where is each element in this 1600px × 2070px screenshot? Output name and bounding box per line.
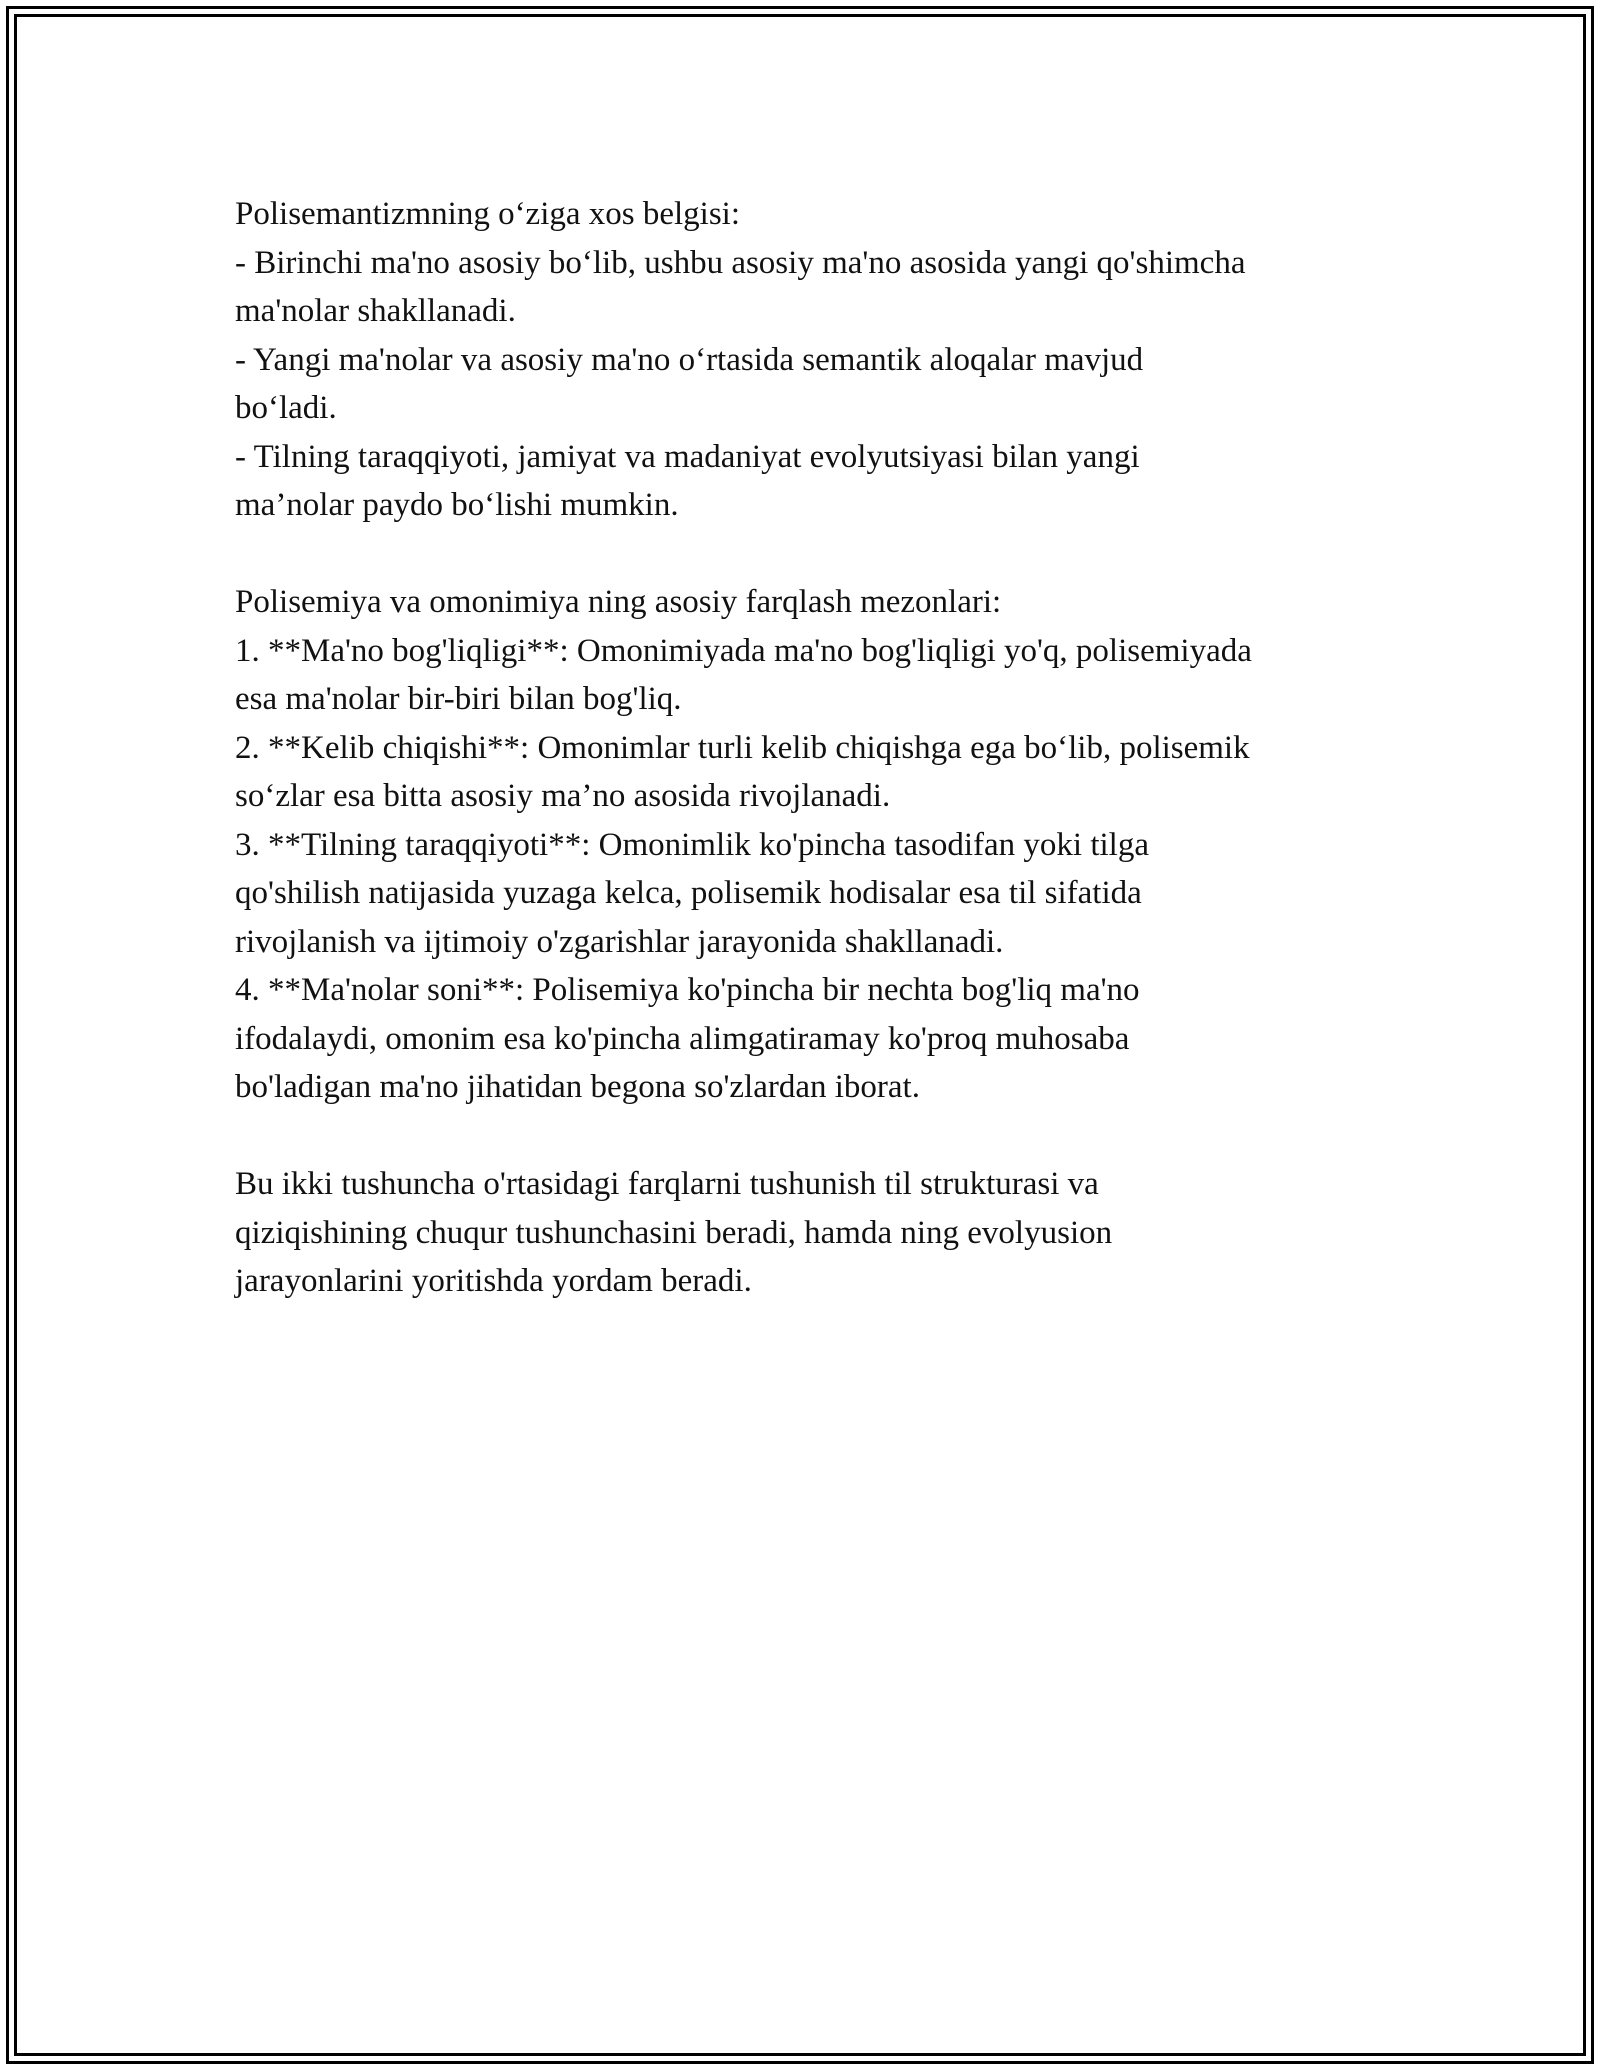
criteria-section: [235, 578, 1395, 1112]
text-line: jarayonlarini yoritishda yordam beradi.: [235, 1263, 752, 1299]
text-line: ifodalaydi, omonim esa ko'pincha alimgatiramay ko'proq muhosaba: [235, 1020, 1130, 1057]
text-line: esa ma'nolar bir-biri bilan bog'liq.: [235, 681, 682, 717]
paragraph-gap: [235, 1112, 1395, 1161]
text-line: - Tilning taraqqiyoti, jamiyat va madaniyat evolyutsiyasi bilan yangi: [235, 438, 1140, 475]
text-line: bo'ladigan ma'no jihatidan begona so'zlardan iborat.: [235, 1069, 920, 1105]
text-line: Bu ikki tushuncha o'rtasidagi farqlarni tushunish til strukturasi va: [235, 1166, 1099, 1202]
text-line: 2. **Kelib chiqishi**: Omonimlar turli kelib chiqishga ega bo‘lib, polisemik: [235, 729, 1250, 766]
text-line: - Yangi ma'nolar va asosiy ma'no o‘rtasida semantik aloqalar mavjud: [235, 341, 1144, 378]
text-line: 3. **Tilning taraqqiyoti**: Omonimlik ko'pincha tasodifan yoki tilga: [235, 826, 1149, 863]
text-line: bo‘ladi.: [235, 390, 337, 426]
text-line: 4. **Ma'nolar soni**: Polisemiya ko'pincha bir nechta bog'liq ma'no: [235, 972, 1140, 1008]
polysemy-features-section: [235, 190, 1395, 530]
text-line: 1. **Ma'no bog'liqligi**: Omonimiyada ma'no bog'liqligi yo'q, polisemiyada: [235, 632, 1252, 669]
text-line: - Birinchi ma'no asosiy bo‘lib, ushbu asosiy ma'no asosida yangi qo'shimcha: [235, 244, 1246, 281]
section-heading: Polisemantizmning o‘ziga xos belgisi:: [235, 196, 741, 232]
conclusion-section: [235, 1160, 1395, 1306]
paragraph-gap: [235, 530, 1395, 579]
text-line: ma’nolar paydo bo‘lishi mumkin.: [235, 487, 679, 523]
text-line: so‘zlar esa bitta asosiy ma’no asosida rivojlanadi.: [235, 778, 891, 814]
text-line: rivojlanish va ijtimoiy o'zgarishlar jarayonida shakllanadi.: [235, 923, 1004, 960]
text-line: ma'nolar shakllanadi.: [235, 293, 516, 329]
text-line: qiziqishining chuqur tushunchasini beradi, hamda ning evolyusion: [235, 1214, 1113, 1251]
text-line: qo'shilish natijasida yuzaga kelca, polisemik hodisalar esa til sifatida: [235, 875, 1142, 911]
section-heading: Polisemiya va omonimiya ning asosiy farqlash mezonlari:: [235, 584, 1002, 620]
document-body: [235, 190, 1395, 1306]
